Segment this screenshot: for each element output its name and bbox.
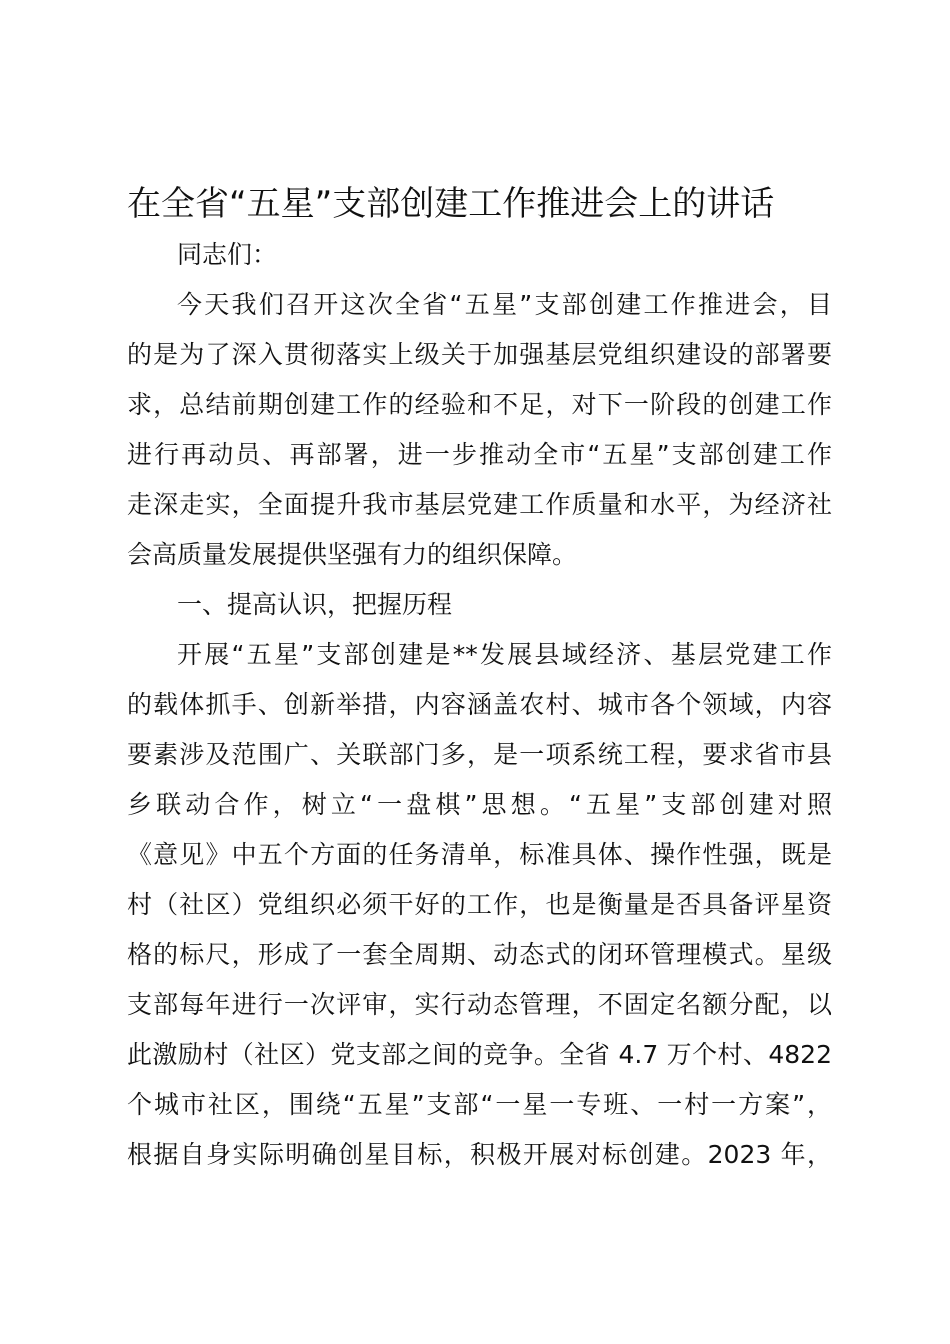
paragraph-2-line-2: 的载体抓手、创新举措，内容涵盖农村、城市各个领域，内容 [127,690,832,719]
paragraph-1-line-4: 进行再动员、再部署，进一步推动全市“五星”支部创建工作 [127,440,832,469]
paragraph-2-line-6: 村（社区）党组织必须干好的工作，也是衡量是否具备评星资 [127,890,832,919]
salutation: 同志们： [177,240,278,269]
paragraph-2-line-11: 根据自身实际明确创星目标，积极开展对标创建。2023 年， [127,1140,832,1169]
document-title: 在全省“五星”支部创建工作推进会上的讲话 [127,184,775,224]
paragraph-1-line-2: 的是为了深入贯彻落实上级关于加强基层党组织建设的部署要 [127,340,832,369]
paragraph-1-line-3: 求，总结前期创建工作的经验和不足，对下一阶段的创建工作 [127,390,832,419]
paragraph-2-line-9: 此激励村（社区）党支部之间的竞争。全省 4.7 万个村、4822 [127,1040,832,1069]
paragraph-1-line-5: 走深走实，全面提升我市基层党建工作质量和水平，为经济社 [127,490,832,519]
paragraph-2-line-8: 支部每年进行一次评审，实行动态管理，不固定名额分配，以 [127,990,832,1019]
paragraph-2-line-4: 乡联动合作，树立“一盘棋”思想。“五星”支部创建对照 [127,790,832,819]
paragraph-2-line-5: 《意见》中五个方面的任务清单，标准具体、操作性强，既是 [127,840,832,869]
paragraph-2-line-3: 要素涉及范围广、关联部门多，是一项系统工程，要求省市县 [127,740,832,769]
paragraph-1-line-1: 今天我们召开这次全省“五星”支部创建工作推进会，目 [177,290,832,319]
paragraph-2-line-7: 格的标尺，形成了一套全周期、动态式的闭环管理模式。星级 [127,940,832,969]
section-1-heading: 一、提高认识，把握历程 [177,590,453,619]
paragraph-2-line-10: 个城市社区，围绕“五星”支部“一星一专班、一村一方案”， [127,1090,832,1119]
paragraph-2-line-1: 开展“五星”支部创建是**发展县域经济、基层党建工作 [177,640,832,669]
paragraph-1-line-6: 会高质量发展提供坚强有力的组织保障。 [127,540,578,569]
